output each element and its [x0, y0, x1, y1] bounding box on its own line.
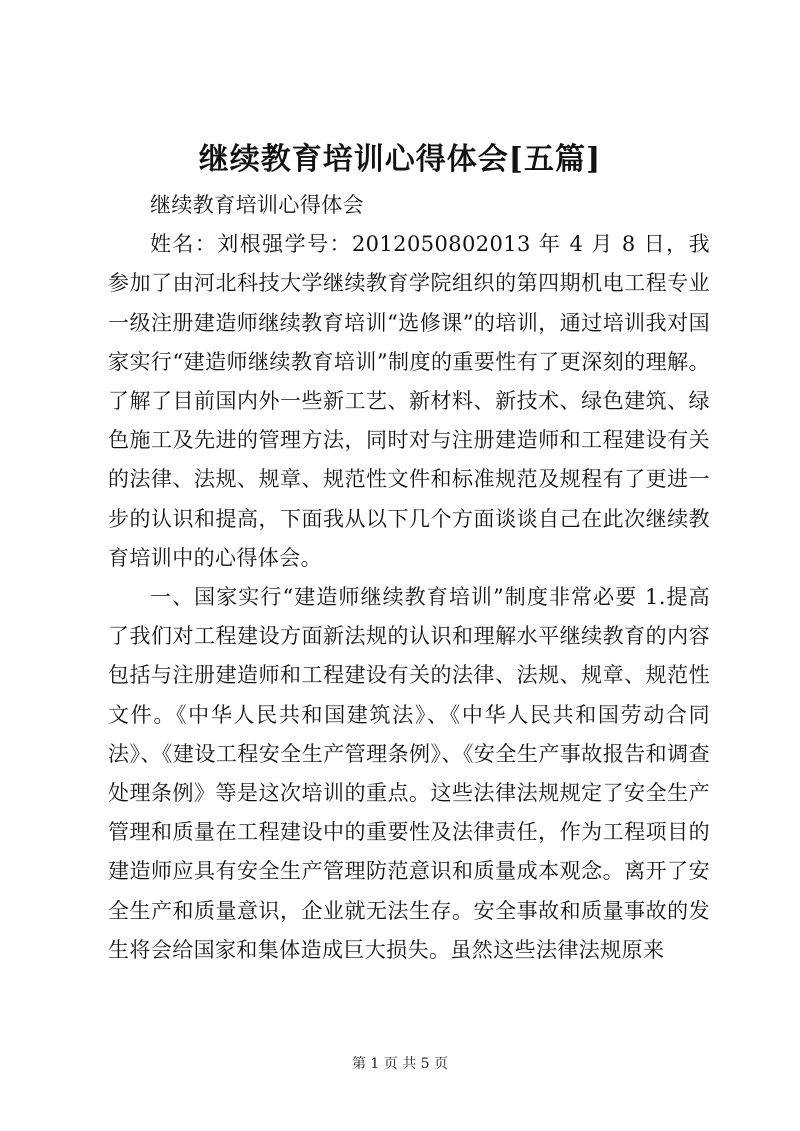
document-title: 继续教育培训心得体会[五篇] — [198, 142, 602, 177]
page-footer: 第 1 页 共 5 页 — [351, 1056, 449, 1072]
subtitle-paragraph: 继续教育培训心得体会 — [150, 193, 364, 217]
document-body — [108, 186, 710, 970]
section-one-paragraph: 一、国家实行“建造师继续教育培训”制度非常必要 1.提高了我们对工程建设方面新法规的认识和理解水平继续教育的内容包括与注册建造师和工程建设有关的法律、法规、规章、规范性文件。《中华人民共和国建筑法》、《中华人民共和国劳动合同法》、《建设工程安全生产管理条例》、《安全生产事故报告和调查处理条例》等是这次培训的重点。这些法律法规规定了安全生产管理和质量在工程建设中的重要性及法律责任，作为工程项目的建造师应具有安全生产管理防范意识和质量成本观念。离开了安全生产和质量意识，企业就无法生存。安全事故和质量事故的发生将会给国家和集体造成巨大损失。虽然这些法律法规原来 — [108, 585, 710, 962]
intro-paragraph: 姓名：刘根强学号：2012050802013 年 4 月 8 日，我参加了由河北科技大学继续教育学院组织的第四期机电工程专业一级注册建造师继续教育培训“选修课”的培训，通过培训我对国家实行“建造师继续教育培训”制度的重要性有了更深刻的理解。了解了目前国内外一些新工艺、新材料、新技术、绿色建筑、绿色施工及先进的管理方法，同时对与注册建造师和工程建设有关的法律、法规、规章、规范性文件和标准规范及规程有了更进一步的认识和提高，下面我从以下几个方面谈谈自己在此次继续教育培训中的心得体会。 — [108, 232, 710, 570]
